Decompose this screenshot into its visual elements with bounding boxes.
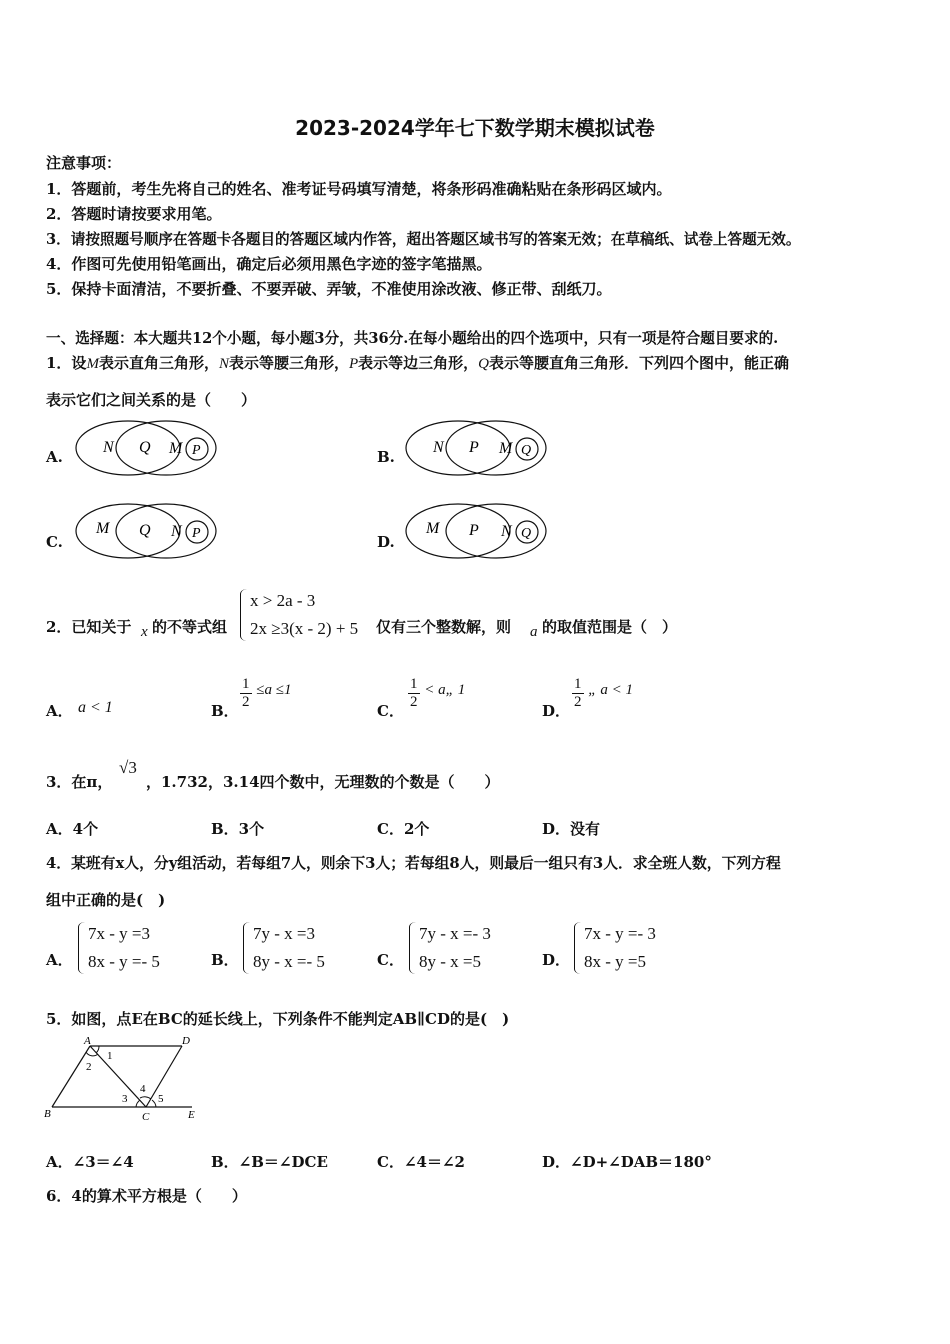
q4-option-c: 7y - x =- 3 8y - x =5 (409, 920, 491, 976)
sqrt-3: √3 (119, 758, 137, 777)
inequality-2: 2x ≥3(x - 2) + 5 (250, 619, 359, 638)
point-label: E (188, 1109, 195, 1121)
point-label: D (182, 1035, 190, 1047)
question-4-line2: 组中正确的是( ) (46, 891, 166, 909)
venn-label: N (171, 523, 182, 540)
venn-label: N (501, 523, 512, 540)
question-2-end: 的取值范围是（ ） (542, 618, 678, 636)
q2-option-a-label: A． (46, 702, 73, 720)
venn-diagram-c (72, 501, 222, 563)
venn-label: P (192, 443, 201, 458)
q4-option-d: 7x - y =- 3 8x - y =5 (574, 920, 656, 976)
option-c-label: C. (46, 533, 63, 551)
q3-option-d: D．没有 (542, 820, 601, 838)
question-2-post: 仅有三个整数解，则 (376, 618, 512, 636)
notice-item: 4．作图可先使用铅笔画出，确定后必须用黑色字迹的签字笔描黑。 (46, 255, 492, 273)
venn-label: Q (139, 439, 151, 456)
option-b-label: B. (377, 448, 395, 466)
question-1-line2: 表示它们之间关系的是（ ） (46, 391, 257, 409)
angle-label: 3 (122, 1093, 128, 1105)
venn-diagram-b (402, 418, 552, 480)
question-1: 1．设M表示直角三角形，N表示等腰三角形，P表示等边三角形，Q表示等腰直角三角形．下列四个图中，能正确 (46, 354, 790, 372)
option-d-label: D. (377, 533, 395, 551)
option-a-label: A. (46, 448, 63, 466)
venn-label: M (426, 520, 440, 537)
q2-option-a: a < 1 (78, 699, 113, 716)
point-label: C (142, 1111, 150, 1123)
q5-option-c: C．∠4＝∠2 (377, 1153, 465, 1171)
point-label: A (84, 1035, 91, 1047)
venn-label: P (192, 526, 201, 541)
angle-label: 4 (140, 1083, 146, 1095)
q4-option-a: 7x - y =3 8x - y =- 5 (78, 920, 160, 976)
venn-label: Q (139, 522, 151, 539)
var-a: a (530, 624, 538, 640)
notice-heading: 注意事项： (46, 154, 122, 172)
question-3-post: ，1.732，3.14四个数中，无理数的个数是（ ） (146, 773, 500, 791)
notice-item: 1．答题前，考生先将自己的姓名、准考证号码填写清楚，将条形码准确粘贴在条形码区域内。 (46, 180, 672, 198)
parallelogram-figure (42, 1032, 207, 1124)
section-heading: 一、选择题：本大题共12个小题，每小题3分，共36分.在每小题给出的四个选项中，只有一项是符合题目要求的. (46, 330, 779, 347)
q2-option-d: $\frac{1}{2}$ „ a < 1 (574, 676, 633, 710)
venn-diagram-d (402, 501, 552, 563)
question-5: 5．如图，点E在BC的延长线上，下列条件不能判定AB∥CD的是( ) (46, 1010, 510, 1028)
angle-label: 2 (86, 1061, 92, 1073)
venn-label: M (169, 440, 183, 457)
q3-option-a: A．4个 (46, 820, 99, 838)
q4-option-b-label: B． (211, 951, 239, 969)
page-title: 2023-2024学年七下数学期末模拟试卷 (295, 116, 655, 140)
question-2-mid: 的不等式组 (152, 618, 228, 636)
q2-option-d-label: D． (542, 702, 571, 720)
notice-item: 5．保持卡面清洁，不要折叠、不要弄破、弄皱，不准使用涂改液、修正带、刮纸刀。 (46, 280, 612, 298)
angle-label: 1 (107, 1050, 113, 1062)
q4-option-b: 7y - x =3 8y - x =- 5 (243, 920, 325, 976)
question-4: 4．某班有x人，分y组活动，若每组7人，则余下3人；若每组8人，则最后一组只有3人．求全班人数，下列方程 (46, 855, 781, 872)
inequality-system (240, 587, 358, 643)
question-3-pre: 3．在π， (46, 773, 113, 791)
var-x: x (141, 624, 148, 640)
venn-label: Q (521, 443, 532, 458)
q3-option-b: B．3个 (211, 820, 265, 838)
notice-item: 3．请按照题号顺序在答题卡各题目的答题区域内作答，超出答题区域书写的答案无效；在草稿纸、试卷上答题无效。 (46, 231, 801, 248)
q4-option-c-label: C． (377, 951, 404, 969)
q3-option-c: C．2个 (377, 820, 430, 838)
q5-option-d: D．∠D+∠DAB＝180° (542, 1153, 712, 1171)
venn-label: P (469, 439, 479, 456)
venn-label: N (433, 439, 444, 456)
question-6: 6．4的算术平方根是（ ） (46, 1187, 247, 1205)
q2-option-c-label: C． (377, 702, 404, 720)
q2-option-b-label: B． (211, 702, 239, 720)
venn-label: Q (521, 526, 532, 541)
venn-diagram-a (72, 418, 222, 480)
point-label: B (44, 1108, 51, 1120)
q5-option-b: B．∠B＝∠DCE (211, 1153, 328, 1171)
question-2-pre: 2．已知关于 (46, 618, 132, 636)
q4-option-a-label: A． (46, 951, 73, 969)
venn-label: N (103, 439, 114, 456)
q5-option-a: A．∠3＝∠4 (46, 1153, 134, 1171)
q4-option-d-label: D． (542, 951, 571, 969)
notice-item: 2．答题时请按要求用笔。 (46, 205, 222, 223)
venn-label: M (96, 520, 110, 537)
venn-label: M (499, 440, 513, 457)
q2-option-b: $\frac{1}{2}$ ≤a ≤1 (242, 676, 292, 710)
angle-label: 5 (158, 1093, 164, 1105)
inequality-1: x > 2a - 3 (250, 591, 316, 610)
q2-option-c: $\frac{1}{2}$ < a„ 1 (410, 676, 466, 710)
venn-label: P (469, 522, 479, 539)
